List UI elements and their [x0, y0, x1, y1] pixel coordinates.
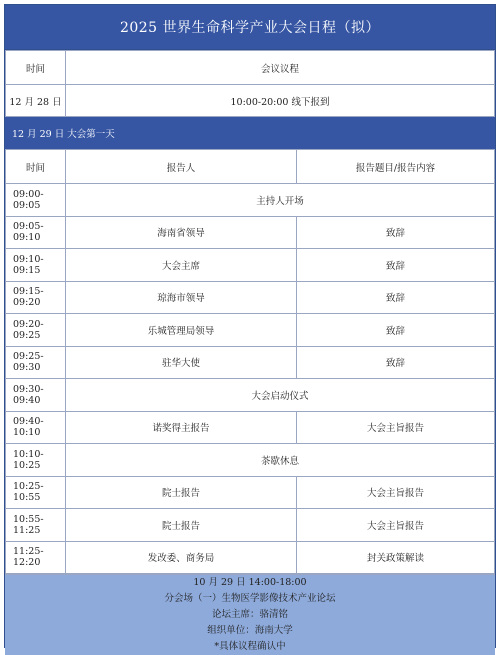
table-row	[6, 281, 495, 314]
table-row	[6, 476, 495, 509]
row-time: 09:00-09:05	[6, 184, 66, 217]
header-topic: 报告题目/报告内容	[297, 150, 495, 184]
table-header-row	[6, 51, 495, 85]
row-speaker: 乐城管理局领导	[66, 314, 297, 347]
header-agenda: 会议议程	[66, 51, 495, 85]
row-time: 09:25-09:30	[6, 346, 66, 379]
row-topic: 致辞	[297, 216, 495, 249]
row-speaker: 海南省领导	[66, 216, 297, 249]
row-time: 10:10-10:25	[6, 444, 66, 477]
header-speaker: 报告人	[66, 150, 297, 184]
row-session: 主持人开场	[66, 184, 495, 217]
table-row	[6, 411, 495, 444]
table-row	[6, 184, 495, 217]
row-speaker: 诺奖得主报告	[66, 411, 297, 444]
row-session: 大会启动仪式	[66, 379, 495, 412]
table-row	[6, 444, 495, 477]
row-speaker: 大会主席	[66, 249, 297, 282]
row-time: 09:15-09:20	[6, 281, 66, 314]
row-time: 09:30-09:40	[6, 379, 66, 412]
registration-date: 12 月 28 日	[6, 85, 66, 117]
agenda-header-row	[6, 150, 495, 184]
table-row	[6, 216, 495, 249]
footer-chair: 论坛主席：骆清铭	[211, 609, 288, 620]
row-speaker: 院士报告	[66, 509, 297, 542]
registration-text: 10:00-20:00 线下报到	[66, 85, 495, 117]
row-topic: 大会主旨报告	[297, 411, 495, 444]
schedule-sheet	[4, 4, 496, 652]
row-speaker: 院士报告	[66, 476, 297, 509]
footer-forum: 分会场（一）生物医学影像技术产业论坛	[164, 593, 336, 604]
row-time: 09:40-10:10	[6, 411, 66, 444]
row-speaker: 发改委、商务局	[66, 541, 297, 574]
row-session: 茶歇休息	[66, 444, 495, 477]
row-topic: 致辞	[297, 346, 495, 379]
table-row	[6, 346, 495, 379]
breakout-session-info	[5, 574, 495, 655]
header-time: 时间	[6, 51, 66, 85]
agenda-table	[5, 149, 495, 574]
registration-row	[6, 85, 495, 117]
row-time: 09:10-09:15	[6, 249, 66, 282]
footer-organizer: 组织单位：海南大学	[207, 625, 293, 636]
page-title: 2025 世界生命科学产业大会日程（拟）	[5, 5, 495, 50]
table-row	[6, 314, 495, 347]
row-time: 09:05-09:10	[6, 216, 66, 249]
row-topic: 致辞	[297, 249, 495, 282]
row-topic: 封关政策解读	[297, 541, 495, 574]
footer-date: 10 月 29 日 14:00-18:00	[193, 577, 307, 588]
footer-note: *具体议程确认中	[214, 641, 286, 652]
row-topic: 大会主旨报告	[297, 509, 495, 542]
row-time: 10:55-11:25	[6, 509, 66, 542]
row-time: 11:25-12:20	[6, 541, 66, 574]
table-row	[6, 379, 495, 412]
registration-table	[5, 50, 495, 117]
row-time: 10:25-10:55	[6, 476, 66, 509]
row-topic: 致辞	[297, 314, 495, 347]
table-row	[6, 249, 495, 282]
header-time: 时间	[6, 150, 66, 184]
row-speaker: 驻华大使	[66, 346, 297, 379]
row-topic: 致辞	[297, 281, 495, 314]
row-speaker: 琼海市领导	[66, 281, 297, 314]
table-row	[6, 541, 495, 574]
row-time: 09:20-09:25	[6, 314, 66, 347]
row-topic: 大会主旨报告	[297, 476, 495, 509]
day-banner: 12 月 29 日 大会第一天	[5, 117, 495, 149]
table-row	[6, 509, 495, 542]
